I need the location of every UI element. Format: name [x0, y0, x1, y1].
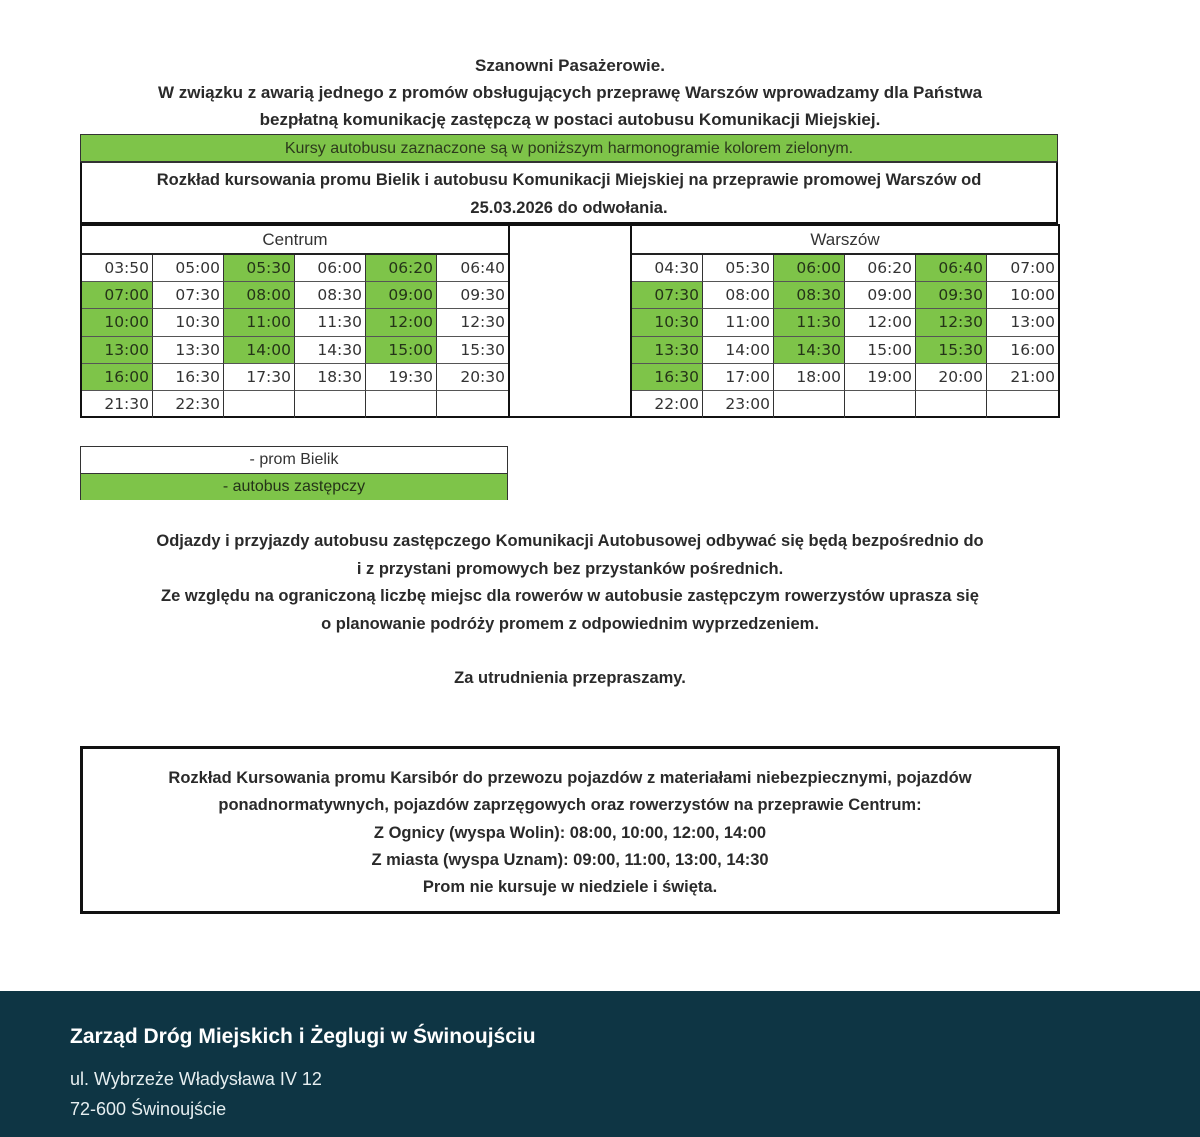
- ferry-departure-cell: 16:00: [987, 337, 1058, 364]
- ferry-departure-cell: 09:30: [437, 282, 508, 309]
- bus-departure-cell: 05:30: [224, 255, 295, 282]
- warszow-grid: [632, 255, 1058, 418]
- ferry-departure-cell: 21:00: [987, 364, 1058, 391]
- ferry-departure-cell: 11:30: [295, 309, 366, 336]
- ferry-departure-cell: 05:00: [153, 255, 224, 282]
- notes-line-1: Odjazdy i przyjazdy autobusu zastępczego Komunikacji Autobusowej odbywać się będą bezpośrednio do: [156, 532, 984, 550]
- notes-apology: Za utrudnienia przepraszamy.: [454, 669, 686, 687]
- centrum-grid: [82, 255, 508, 418]
- ferry-departure-cell: [987, 391, 1058, 418]
- ferry-departure-cell: 13:30: [153, 337, 224, 364]
- bus-departure-cell: 15:00: [366, 337, 437, 364]
- karsibor-line-4: Z miasta (wyspa Uznam): 09:00, 11:00, 13:00, 14:30: [371, 850, 769, 869]
- notice-line-1: W związku z awarią jednego z promów obsługujących przeprawę Warszów wprowadzamy dla Państwa: [157, 83, 983, 102]
- ferry-departure-cell: [224, 391, 295, 418]
- ferry-departure-cell: 16:30: [153, 364, 224, 391]
- ferry-departure-cell: 08:00: [703, 282, 774, 309]
- bus-departure-cell: 11:30: [774, 309, 845, 336]
- ferry-departure-cell: 13:00: [987, 309, 1058, 336]
- notes-line-2: i z przystani promowych bez przystanków pośrednich.: [356, 559, 784, 578]
- bus-departure-cell: 10:00: [82, 309, 153, 336]
- ferry-departure-cell: [845, 391, 916, 418]
- bus-departure-cell: 09:00: [366, 282, 437, 309]
- ferry-departure-cell: 06:20: [845, 255, 916, 282]
- bus-departure-cell: 13:00: [82, 337, 153, 364]
- bus-departure-cell: 12:30: [916, 309, 987, 336]
- ferry-departure-cell: 12:00: [845, 309, 916, 336]
- schedule-spacer: [508, 224, 632, 418]
- ferry-departure-cell: 10:30: [153, 309, 224, 336]
- footer-street: ul. Wybrzeże Władysława IV 12: [70, 1069, 322, 1089]
- bus-departure-cell: 06:20: [366, 255, 437, 282]
- ferry-departure-cell: 06:00: [295, 255, 366, 282]
- karsibor-line-1: Rozkład Kursowania promu Karsibór do przewozu pojazdów z materiałami niebezpiecznymi, pojazdów: [168, 769, 972, 787]
- ferry-departure-cell: 05:30: [703, 255, 774, 282]
- ferry-departure-cell: 19:30: [366, 364, 437, 391]
- legend: [80, 446, 508, 500]
- ferry-departure-cell: 04:30: [632, 255, 703, 282]
- site-footer: [0, 991, 1200, 1137]
- bus-departure-cell: 09:30: [916, 282, 987, 309]
- bus-departure-cell: 07:00: [82, 282, 153, 309]
- schedule-title-line-1: Rozkład kursowania promu Bielik i autobusu Komunikacji Miejskiej na przeprawie promowej Warszów od: [156, 171, 982, 189]
- bus-departure-cell: 06:40: [916, 255, 987, 282]
- bus-departure-cell: 06:00: [774, 255, 845, 282]
- schedule-title-line-2: 25.03.2026 do odwołania.: [470, 199, 668, 217]
- warszow-header: Warszów: [632, 226, 1058, 255]
- karsibor-schedule-box: [80, 746, 1060, 914]
- bus-departure-cell: 14:30: [774, 337, 845, 364]
- bus-departure-cell: 10:30: [632, 309, 703, 336]
- notice-line-2: bezpłatną komunikację zastępczą w postaci autobusu Komunikacji Miejskiej.: [259, 110, 881, 129]
- legend-bus: - autobus zastępczy: [81, 474, 507, 500]
- notes-spacer: [80, 638, 1060, 665]
- bus-departure-cell: 08:00: [224, 282, 295, 309]
- ferry-departure-cell: 15:00: [845, 337, 916, 364]
- karsibor-line-5: Prom nie kursuje w niedziele i święta.: [422, 878, 718, 897]
- ferry-departure-cell: [437, 391, 508, 418]
- ferry-departure-cell: 07:30: [153, 282, 224, 309]
- bus-departure-cell: 13:30: [632, 337, 703, 364]
- ferry-departure-cell: 18:30: [295, 364, 366, 391]
- ferry-departure-cell: 14:00: [703, 337, 774, 364]
- ferry-departure-cell: 10:00: [987, 282, 1058, 309]
- centrum-schedule: [80, 224, 510, 418]
- warszow-schedule: [630, 224, 1060, 418]
- ferry-departure-cell: 07:00: [987, 255, 1058, 282]
- ferry-departure-cell: 19:00: [845, 364, 916, 391]
- bus-departure-cell: 16:30: [632, 364, 703, 391]
- ferry-departure-cell: 06:40: [437, 255, 508, 282]
- ferry-departure-cell: 08:30: [295, 282, 366, 309]
- footer-org-name: Zarząd Dróg Miejskich i Żeglugi w Świnoujściu: [70, 1025, 536, 1048]
- centrum-header: Centrum: [82, 226, 508, 255]
- ferry-departure-cell: 18:00: [774, 364, 845, 391]
- ferry-departure-cell: 23:00: [703, 391, 774, 418]
- bus-departure-cell: 16:00: [82, 364, 153, 391]
- ferry-departure-cell: 09:00: [845, 282, 916, 309]
- bus-departure-cell: 12:00: [366, 309, 437, 336]
- ferry-departure-cell: 03:50: [82, 255, 153, 282]
- ferry-departure-cell: 17:00: [703, 364, 774, 391]
- ferry-departure-cell: 22:30: [153, 391, 224, 418]
- ferry-departure-cell: [916, 391, 987, 418]
- ferry-departure-cell: 22:00: [632, 391, 703, 418]
- bus-departure-cell: 14:00: [224, 337, 295, 364]
- ferry-departure-cell: 20:30: [437, 364, 508, 391]
- bus-departure-cell: 08:30: [774, 282, 845, 309]
- notice-intro: [80, 52, 1060, 133]
- ferry-departure-cell: 11:00: [703, 309, 774, 336]
- legend-ferry: - prom Bielik: [81, 447, 507, 474]
- ferry-departure-cell: 14:30: [295, 337, 366, 364]
- bus-departure-cell: 15:30: [916, 337, 987, 364]
- ferry-departure-cell: 12:30: [437, 309, 508, 336]
- schedule-title: [80, 162, 1058, 224]
- ferry-departure-cell: 21:30: [82, 391, 153, 418]
- karsibor-line-2: ponadnormatywnych, pojazdów zaprzęgowych oraz rowerzystów na przeprawie Centrum:: [218, 796, 922, 815]
- notes-line-3: Ze względu na ograniczoną liczbę miejsc dla rowerów w autobusie zastępczym rowerzystów uprasza się: [161, 587, 979, 605]
- karsibor-line-3: Z Ognicy (wyspa Wolin): 08:00, 10:00, 12:00, 14:00: [373, 823, 767, 842]
- notice-greeting: Szanowni Pasażerowie.: [475, 56, 665, 75]
- ferry-departure-cell: 17:30: [224, 364, 295, 391]
- notes-line-4: o planowanie podróży promem z odpowiednim wyprzedzeniem.: [321, 614, 819, 633]
- ferry-departure-cell: [366, 391, 437, 418]
- ferry-departure-cell: 15:30: [437, 337, 508, 364]
- bus-departure-cell: 07:30: [632, 282, 703, 309]
- ferry-departure-cell: [774, 391, 845, 418]
- notes: [80, 528, 1060, 693]
- bus-info-banner: Kursy autobusu zaznaczone są w poniższym harmonogramie kolorem zielonym.: [80, 134, 1058, 162]
- bus-departure-cell: 11:00: [224, 309, 295, 336]
- footer-city: 72-600 Świnoujście: [70, 1099, 227, 1119]
- ferry-departure-cell: [295, 391, 366, 418]
- ferry-departure-cell: 20:00: [916, 364, 987, 391]
